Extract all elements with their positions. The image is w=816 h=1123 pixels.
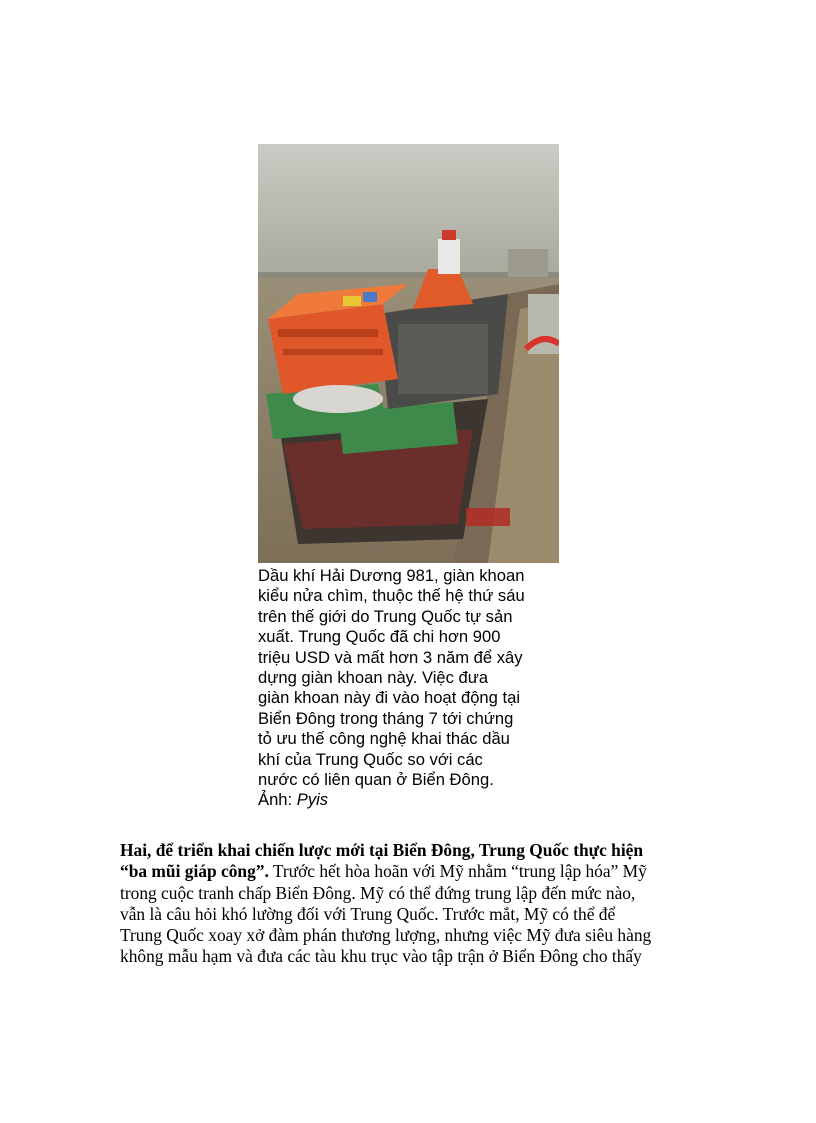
caption-line: trên thế giới do Trung Quốc tự sản [258,606,513,626]
article-line: vẫn là câu hỏi khó lường đối với Trung Quốc. Trước mắt, Mỹ có thể để [120,903,616,924]
article-line: Trung Quốc xoay xở đàm phán thương lượng, nhưng việc Mỹ đưa siêu hàng [120,925,652,946]
caption-line: giàn khoan này đi vào hoạt động tại [258,688,521,708]
article-line: không mẫu hạm và đưa các tàu khu trục vào tập trận ở Biển Đông cho thấy [120,946,642,967]
article-body [120,840,710,968]
oil-rig-photo [258,144,559,563]
article-bold-lead: Hai, để triển khai chiến lược mới tại Biển Đông, Trung Quốc thực hiện [120,840,644,860]
article-text: Trước hết hòa hoãn với Mỹ nhằm “trung lập hóa” Mỹ [268,861,647,882]
article-line [120,861,710,882]
caption-line: Biển Đông trong tháng 7 tới chứng [258,708,514,728]
caption-line: khí của Trung Quốc so với các [258,749,483,769]
caption-line: triệu USD và mất hơn 3 năm để xây [258,647,523,667]
photo-caption [258,566,568,811]
article-line [120,840,710,861]
photo-credit [258,790,568,810]
caption-line: kiểu nửa chìm, thuộc thế hệ thứ sáu [258,586,525,606]
article-line: trong cuộc tranh chấp Biển Đông. Mỹ có thể đứng trung lập đến mức nào, [120,882,636,903]
caption-line: tỏ ưu thế công nghệ khai thác dầu [258,729,510,749]
caption-line: nước có liên quan ở Biển Đông. [258,770,494,790]
caption-line: Dầu khí Hải Dương 981, giàn khoan [258,566,525,585]
oil-rig-illustration [258,144,559,563]
article-bold-lead-end: “ba mũi giáp công”. [120,861,269,882]
caption-line: dựng giàn khoan này. Việc đưa [258,668,489,688]
photo-credit-name: Pyis [296,790,329,810]
caption-line: xuất. Trung Quốc đã chi hơn 900 [258,627,501,647]
photo-credit-prefix: Ảnh: [258,790,297,810]
